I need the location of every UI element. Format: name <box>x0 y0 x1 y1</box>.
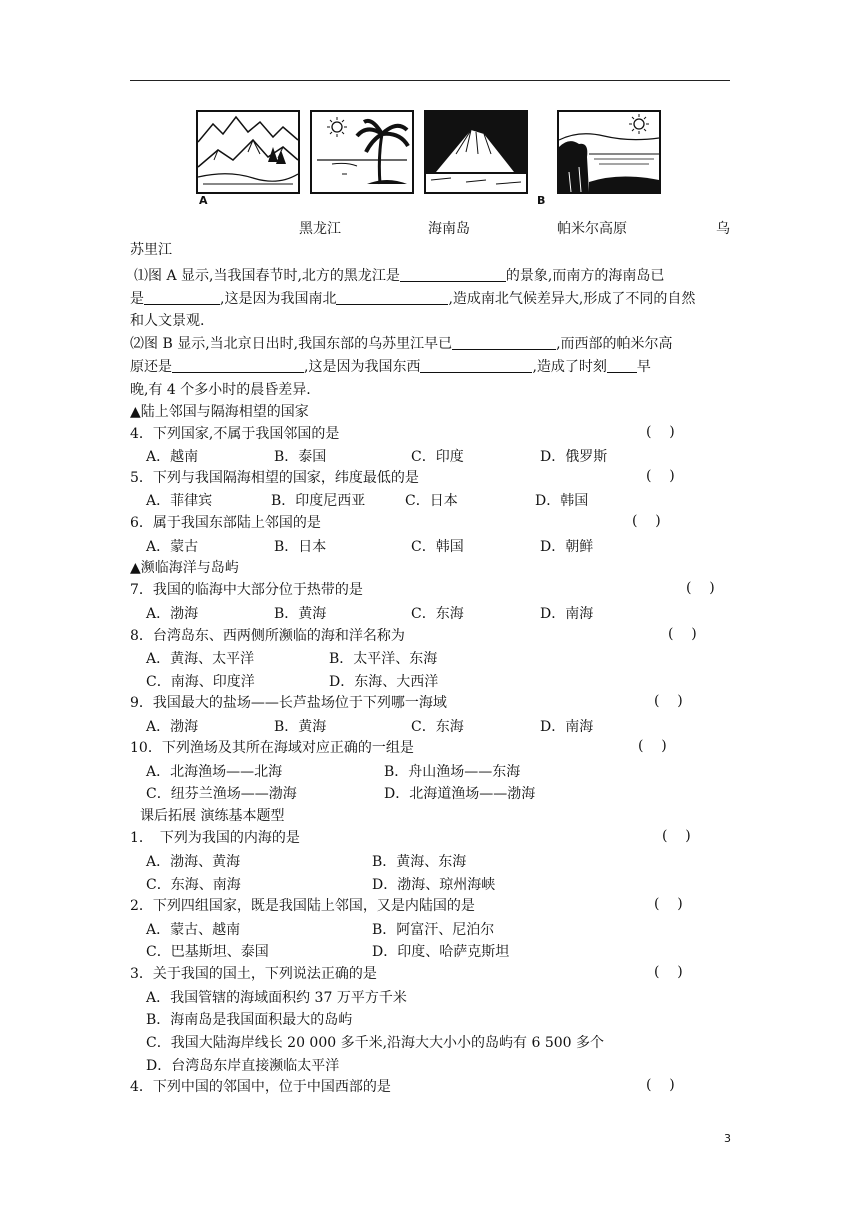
option-a[interactable]: A．渤海、黄海 <box>146 854 241 870</box>
option-a[interactable]: A．渤海 <box>146 719 199 735</box>
caption-pamir: 帕米尔高原 <box>557 221 627 237</box>
question-stem: 3．关于我国的国土，下列说法正确的是 <box>130 966 377 982</box>
blank[interactable] <box>336 290 448 305</box>
section-heading-2: ▲濒临海洋与岛屿 <box>130 560 239 576</box>
q1-line-3: 和人文景观. <box>130 313 205 329</box>
option-d[interactable]: D．北海道渔场——渤海 <box>384 786 536 802</box>
blank[interactable] <box>400 267 506 282</box>
option-d[interactable]: D．东海、大西洋 <box>329 674 439 690</box>
caption-heilongjiang: 黑龙江 <box>299 221 341 237</box>
q2-line-3: 晚,有 4 个多小时的晨昏差异. <box>130 382 311 398</box>
palm-tree-icon <box>312 112 412 192</box>
q2-line-2 <box>130 357 651 377</box>
q1-text-a: ⑴图 A 显示,当我国春节时,北方的黑龙江是 <box>134 268 400 284</box>
option-a[interactable]: A．蒙古、越南 <box>146 922 241 938</box>
option-b[interactable]: B．阿富汗、尼泊尔 <box>372 922 495 938</box>
figure-label-b: B <box>537 194 546 207</box>
header-rule <box>130 80 730 81</box>
blank[interactable] <box>452 335 556 350</box>
q2-text-a: ⑵图 B 显示,当北京日出时,我国东部的乌苏里江早已 <box>130 336 453 352</box>
blank[interactable] <box>144 290 220 305</box>
question-stem: 1． 下列为我国的内海的是 <box>130 830 300 846</box>
option-d[interactable]: D．韩国 <box>535 493 589 509</box>
option-c[interactable]: C．纽芬兰渔场——渤海 <box>146 786 297 802</box>
option-d[interactable]: D．渤海、琼州海峡 <box>372 877 496 893</box>
q2-line-1 <box>130 334 673 354</box>
option-a[interactable]: A．菲律宾 <box>146 493 213 509</box>
answer-paren[interactable]: ( ) <box>646 424 675 440</box>
q1-text-b: 的景象,而南方的海南岛已 <box>505 268 665 284</box>
question-stem: 7．我国的临海中大部分位于热带的是 <box>130 582 363 598</box>
option-c[interactable]: C．我国大陆海岸线长 20 000 多千米,沿海大大小小的岛屿有 6 500 多个 <box>146 1035 605 1051</box>
option-d[interactable]: D．南海 <box>540 719 594 735</box>
answer-paren[interactable]: ( ) <box>638 738 667 754</box>
section-heading-3: 课后拓展 演练基本题型 <box>140 808 285 824</box>
caption-wusulijiang: 苏里江 <box>130 242 172 258</box>
lake-sun-picture <box>557 110 661 194</box>
palm-island-picture <box>310 110 414 194</box>
night-mountain-picture <box>424 110 528 194</box>
question-stem: 4．下列中国的邻国中，位于中国西部的是 <box>130 1079 391 1095</box>
question-stem: 10．下列渔场及其所在海域对应正确的一组是 <box>130 740 414 756</box>
q1-line-1 <box>134 266 664 286</box>
caption-wu: 乌 <box>716 221 730 237</box>
volcano-icon <box>426 112 526 192</box>
option-b[interactable]: B．泰国 <box>274 449 327 465</box>
option-a[interactable]: A．渤海 <box>146 606 199 622</box>
option-b[interactable]: B．日本 <box>274 539 327 555</box>
option-c[interactable]: C．南海、印度洋 <box>146 674 255 690</box>
q1-line-2 <box>130 289 695 309</box>
question-stem: 9．我国最大的盐场——长芦盐场位于下列哪一海域 <box>130 695 447 711</box>
option-b[interactable]: B．太平洋、东海 <box>329 651 438 667</box>
blank[interactable] <box>607 358 637 373</box>
option-a[interactable]: A．北海渔场——北海 <box>146 764 283 780</box>
option-b[interactable]: B．海南岛是我国面积最大的岛屿 <box>146 1012 353 1028</box>
answer-paren[interactable]: ( ) <box>632 513 661 529</box>
option-c[interactable]: C．日本 <box>405 493 458 509</box>
option-d[interactable]: D．俄罗斯 <box>540 449 608 465</box>
answer-paren[interactable]: ( ) <box>646 468 675 484</box>
page-number: 3 <box>724 1132 731 1145</box>
q1-text-e: ,造成南北气候差异大,形成了不同的自然 <box>448 291 696 307</box>
option-d[interactable]: D．台湾岛东岸直接濒临太平洋 <box>146 1058 340 1074</box>
option-d[interactable]: D．印度、哈萨克斯坦 <box>372 944 510 960</box>
answer-paren[interactable]: ( ) <box>686 580 715 596</box>
q2-text-e: ,造成了时刻 <box>532 359 607 375</box>
question-stem: 8．台湾岛东、西两侧所濒临的海和洋名称为 <box>130 628 405 644</box>
option-a[interactable]: A．蒙古 <box>146 539 199 555</box>
sun-icon <box>559 112 659 192</box>
option-a[interactable]: A．黄海、太平洋 <box>146 651 255 667</box>
option-b[interactable]: B．舟山渔场——东海 <box>384 764 521 780</box>
q2-text-f: 早 <box>636 359 651 375</box>
question-stem: 6．属于我国东部陆上邻国的是 <box>130 515 321 531</box>
question-stem: 4．下列国家,不属于我国邻国的是 <box>130 426 340 442</box>
q2-text-c: 原还是 <box>130 359 172 375</box>
option-b[interactable]: B．黄海 <box>274 606 327 622</box>
snow-mountain-icon <box>198 112 298 192</box>
snow-mountain-picture <box>196 110 300 194</box>
option-d[interactable]: D．南海 <box>540 606 594 622</box>
option-b[interactable]: B．黄海、东海 <box>372 854 467 870</box>
answer-paren[interactable]: ( ) <box>646 1077 675 1093</box>
answer-paren[interactable]: ( ) <box>668 626 697 642</box>
answer-paren[interactable]: ( ) <box>662 828 691 844</box>
option-a[interactable]: A．我国管辖的海域面积约 37 万平方千米 <box>146 990 407 1006</box>
answer-paren[interactable]: ( ) <box>654 693 683 709</box>
blank[interactable] <box>420 358 532 373</box>
q2-text-d: ,这是因为我国东西 <box>304 359 421 375</box>
question-stem: 2．下列四组国家，既是我国陆上邻国，又是内陆国的是 <box>130 898 475 914</box>
figure-label-a: A <box>199 194 208 207</box>
option-d[interactable]: D．朝鲜 <box>540 539 594 555</box>
option-b[interactable]: B．黄海 <box>274 719 327 735</box>
question-stem: 5．下列与我国隔海相望的国家，纬度最低的是 <box>130 470 419 486</box>
option-c[interactable]: C．东海 <box>411 606 464 622</box>
answer-paren[interactable]: ( ) <box>654 964 683 980</box>
q2-text-b: ,而西部的帕米尔高 <box>556 336 673 352</box>
blank[interactable] <box>172 358 304 373</box>
q1-text-c: 是 <box>130 291 144 307</box>
option-c[interactable]: C．巴基斯坦、泰国 <box>146 944 269 960</box>
option-a[interactable]: A．越南 <box>146 449 199 465</box>
option-c[interactable]: C．东海、南海 <box>146 877 241 893</box>
caption-hainan: 海南岛 <box>428 221 470 237</box>
option-c[interactable]: C．印度 <box>411 449 464 465</box>
section-heading-1: ▲陆上邻国与隔海相望的国家 <box>130 404 309 420</box>
option-c[interactable]: C．韩国 <box>411 539 464 555</box>
option-b[interactable]: B．印度尼西亚 <box>271 493 366 509</box>
option-c[interactable]: C．东海 <box>411 719 464 735</box>
q1-text-d: ,这是因为我国南北 <box>220 291 337 307</box>
answer-paren[interactable]: ( ) <box>654 896 683 912</box>
